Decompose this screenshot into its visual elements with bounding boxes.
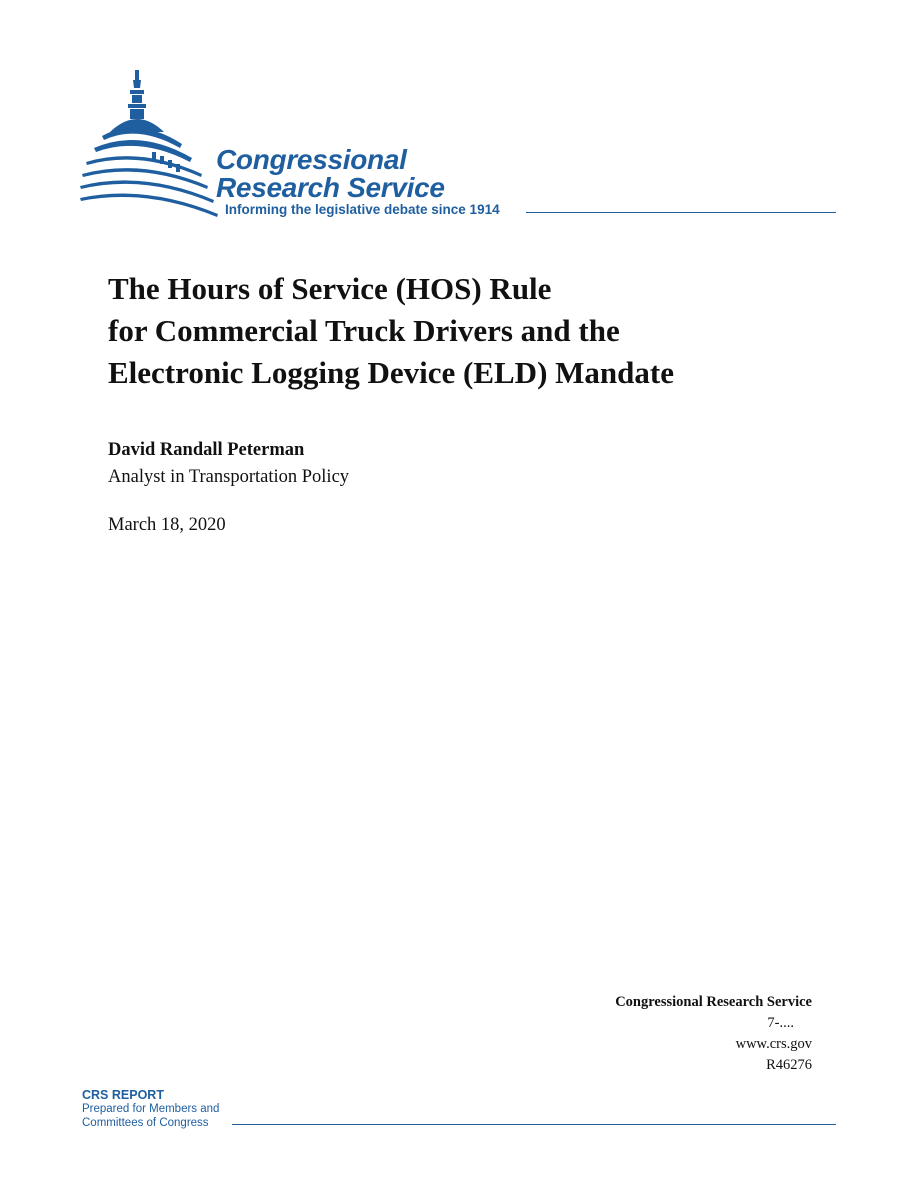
crs-logo [80,66,840,226]
logo-wordmark [216,146,445,202]
website-link[interactable]: www.crs.gov [735,1036,812,1052]
logo-divider [526,212,836,213]
organization-name: Congressional Research Service [615,994,812,1010]
report-date: March 18, 2020 [108,515,226,535]
logo-line-congressional: Congressional [216,144,407,175]
report-title-line: The Hours of Service (HOS) Rule [108,271,552,306]
author-role: Analyst in Transportation Policy [108,467,350,487]
footer-line: Committees of Congress [82,1117,209,1129]
capitol-dome-icon [80,66,220,218]
footer-divider [232,1124,836,1125]
footer-line: Prepared for Members and [82,1103,220,1115]
report-title-line: Electronic Logging Device (ELD) Mandate [108,355,674,390]
report-number: R46276 [766,1057,812,1073]
report-title [108,268,828,394]
logo-line-research-service: Research Service [216,172,445,203]
logo-tagline: Informing the legislative debate since 1914 [225,202,500,217]
footer-title: CRS REPORT [82,1088,164,1102]
phone-number: 7-.... [767,1015,794,1031]
footer [82,1088,836,1130]
report-title-line: for Commercial Truck Drivers and the [108,313,620,348]
report-info [615,992,812,1076]
author-name: David Randall Peterman [108,440,305,460]
